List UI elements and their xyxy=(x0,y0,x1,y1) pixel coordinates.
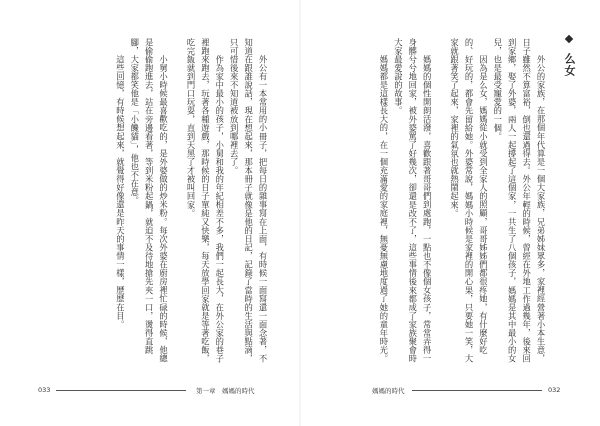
paragraph: 媽媽的個性開朗活潑，喜歡跟著哥哥們到處跑，一點也不像個女孩子，常常弄得一身髒兮兮地回家，被外婆罵了好幾次，卻還是改不了，這些事情後來都成了家族聚會時大家最愛說的故事。 xyxy=(393,38,433,363)
right-page-body-text xyxy=(320,38,548,370)
running-head: 媽媽的時代 xyxy=(372,387,405,395)
footer-rule xyxy=(412,390,542,391)
footer-rule xyxy=(56,390,186,391)
paragraph: 外公的家族，在那個年代算是一個大家族，兄弟姊妹眾多，家裡經營著小本生意，日子雖然不算富裕，倒也還過得去。外公年輕的時候，曾經在外地工作過幾年，後來回到家鄉，娶了外婆，兩人一起撐起了這個家，一共生了八個孩子，媽媽是其中最小的女兒，也是最受寵愛的一個。 xyxy=(492,38,546,363)
paragraph: 小舅小時候最喜歡吃的，是外婆做的炒米粉。每次外婆在廚房裡忙碌的時候，他總是偷偷跑進去，站在旁邊看著，等到米粉起鍋，就迫不及待地搶先夾一口，燙得直跳腳，大家都笑他是「小饞貓」，他也不在意。 xyxy=(129,38,169,363)
paragraph: 因為是么女，媽媽從小就受到全家人的照顧，哥哥姊姊們都很疼她，有什麼好吃的、好玩的，都會先留給她。外婆常說，媽媽小時候是家裡的開心果，只要她一笑，大家就跟著笑了起來，家裡的氣氛也就熱鬧起來。 xyxy=(449,38,489,363)
paragraph: 外公有一本常用的小冊子，把每日的雜事寫在上面，有時候一面寫還一面念著，不知道在跟誰說話，現在想起來，那本冊子就像是他的日記，記錄了當時的生活與點滴，只可惜後來不知道被放到哪裡去了。 xyxy=(229,38,268,363)
right-page xyxy=(300,0,600,426)
running-head: 第一章 媽媽的時代 xyxy=(196,387,255,395)
diamond-bullet-icon xyxy=(565,35,573,43)
paragraph: 這些回憶，有時候想起來，就覺得好像還是昨天的事情一樣，歷歷在目。 xyxy=(115,54,126,329)
page-number: 032 xyxy=(548,386,561,394)
section-title xyxy=(561,36,577,77)
paragraph: 媽媽都是這樣長大的，在一個充滿愛的家庭裡，無憂無慮地度過了她的童年時光。 xyxy=(378,54,389,363)
page-number: 033 xyxy=(38,386,51,394)
section-title-text: 么女 xyxy=(563,52,576,77)
left-page-body-text xyxy=(40,38,270,370)
paragraph: 作為家中最小的孩子，小舅和我的年紀相差不多，我們一起長大，在外公家的巷子裡跑來跑去，玩著各種遊戲，那時候的日子單純又快樂，每天放學回家就是等著吃飯，吃完飯就到門口玩耍，直到天黑了才被叫回家。 xyxy=(185,38,225,363)
